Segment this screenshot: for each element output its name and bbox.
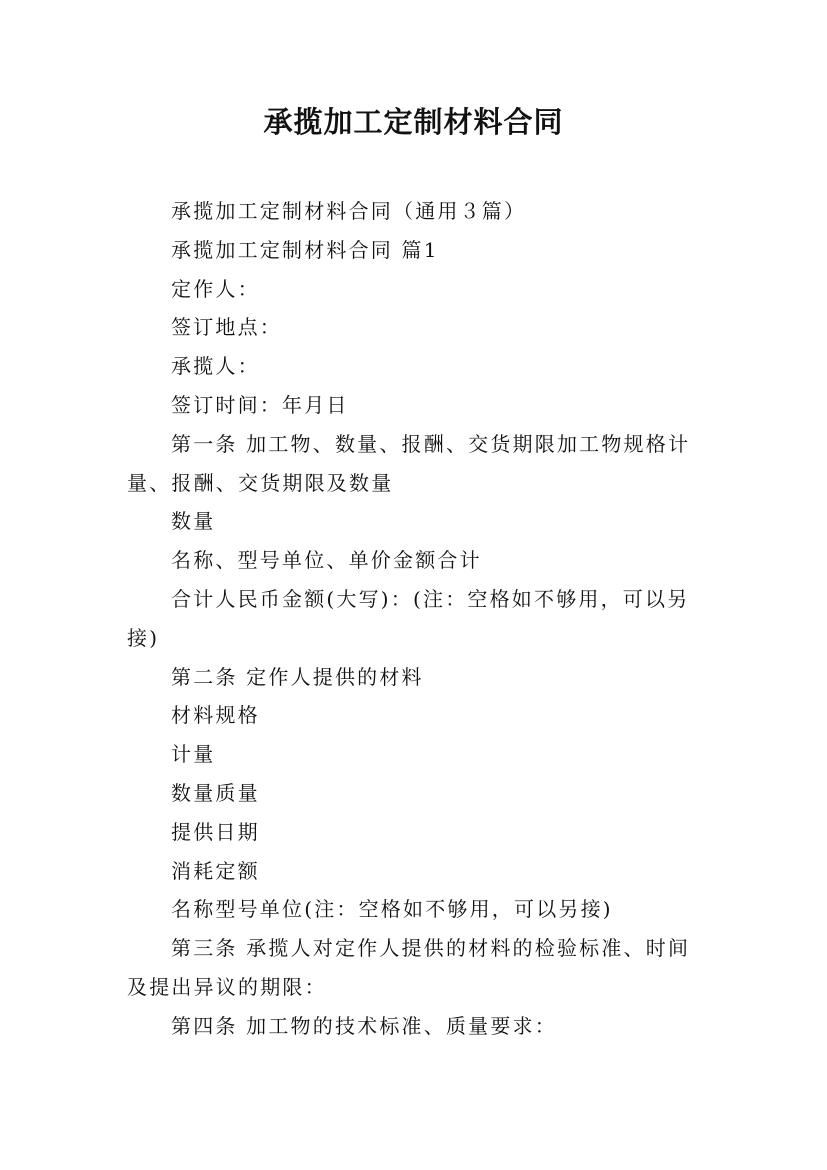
paragraph-total-amount: 合计人民币金额(大写)：(注：空格如不够用，可以另接): [127, 586, 690, 650]
paragraph-ordering-party: 定作人：: [171, 276, 260, 301]
paragraph-name-model-unit: 名称型号单位(注：空格如不够用，可以另接): [171, 897, 613, 922]
paragraph-article-4: 第四条 加工物的技术标准、质量要求：: [171, 1013, 557, 1038]
paragraph-supply-date: 提供日期: [171, 819, 260, 844]
paragraph-article-1: 第一条 加工物、数量、报酬、交货期限加工物规格计量、报酬、交货期限及数量: [127, 431, 691, 495]
paragraph-quantity-quality: 数量质量: [171, 780, 260, 805]
paragraph-subtitle: 承揽加工定制材料合同（通用３篇）: [171, 199, 527, 223]
paragraph-consumption-quota: 消耗定额: [171, 858, 260, 883]
paragraph-article-3: 第三条 承揽人对定作人提供的材料的检验标准、时间及提出异议的期限：: [127, 936, 691, 999]
document-body: [127, 192, 704, 1046]
paragraph-signing-time: 签订时间：年月日: [171, 392, 349, 417]
paragraph-article-2: 第二条 定作人提供的材料: [171, 664, 424, 689]
paragraph-section-heading: 承揽加工定制材料合同 篇1: [171, 237, 439, 262]
paragraph-quantity: 数量: [171, 509, 216, 534]
paragraph-material-spec: 材料规格: [171, 703, 260, 728]
paragraph-signing-place: 签订地点：: [171, 315, 282, 340]
paragraph-contractor: 承揽人：: [171, 354, 260, 379]
paragraph-measurement: 计量: [171, 742, 216, 767]
document-title: 承揽加工定制材料合同: [263, 105, 564, 139]
paragraph-name-model: 名称、型号单位、单价金额合计: [171, 548, 482, 573]
